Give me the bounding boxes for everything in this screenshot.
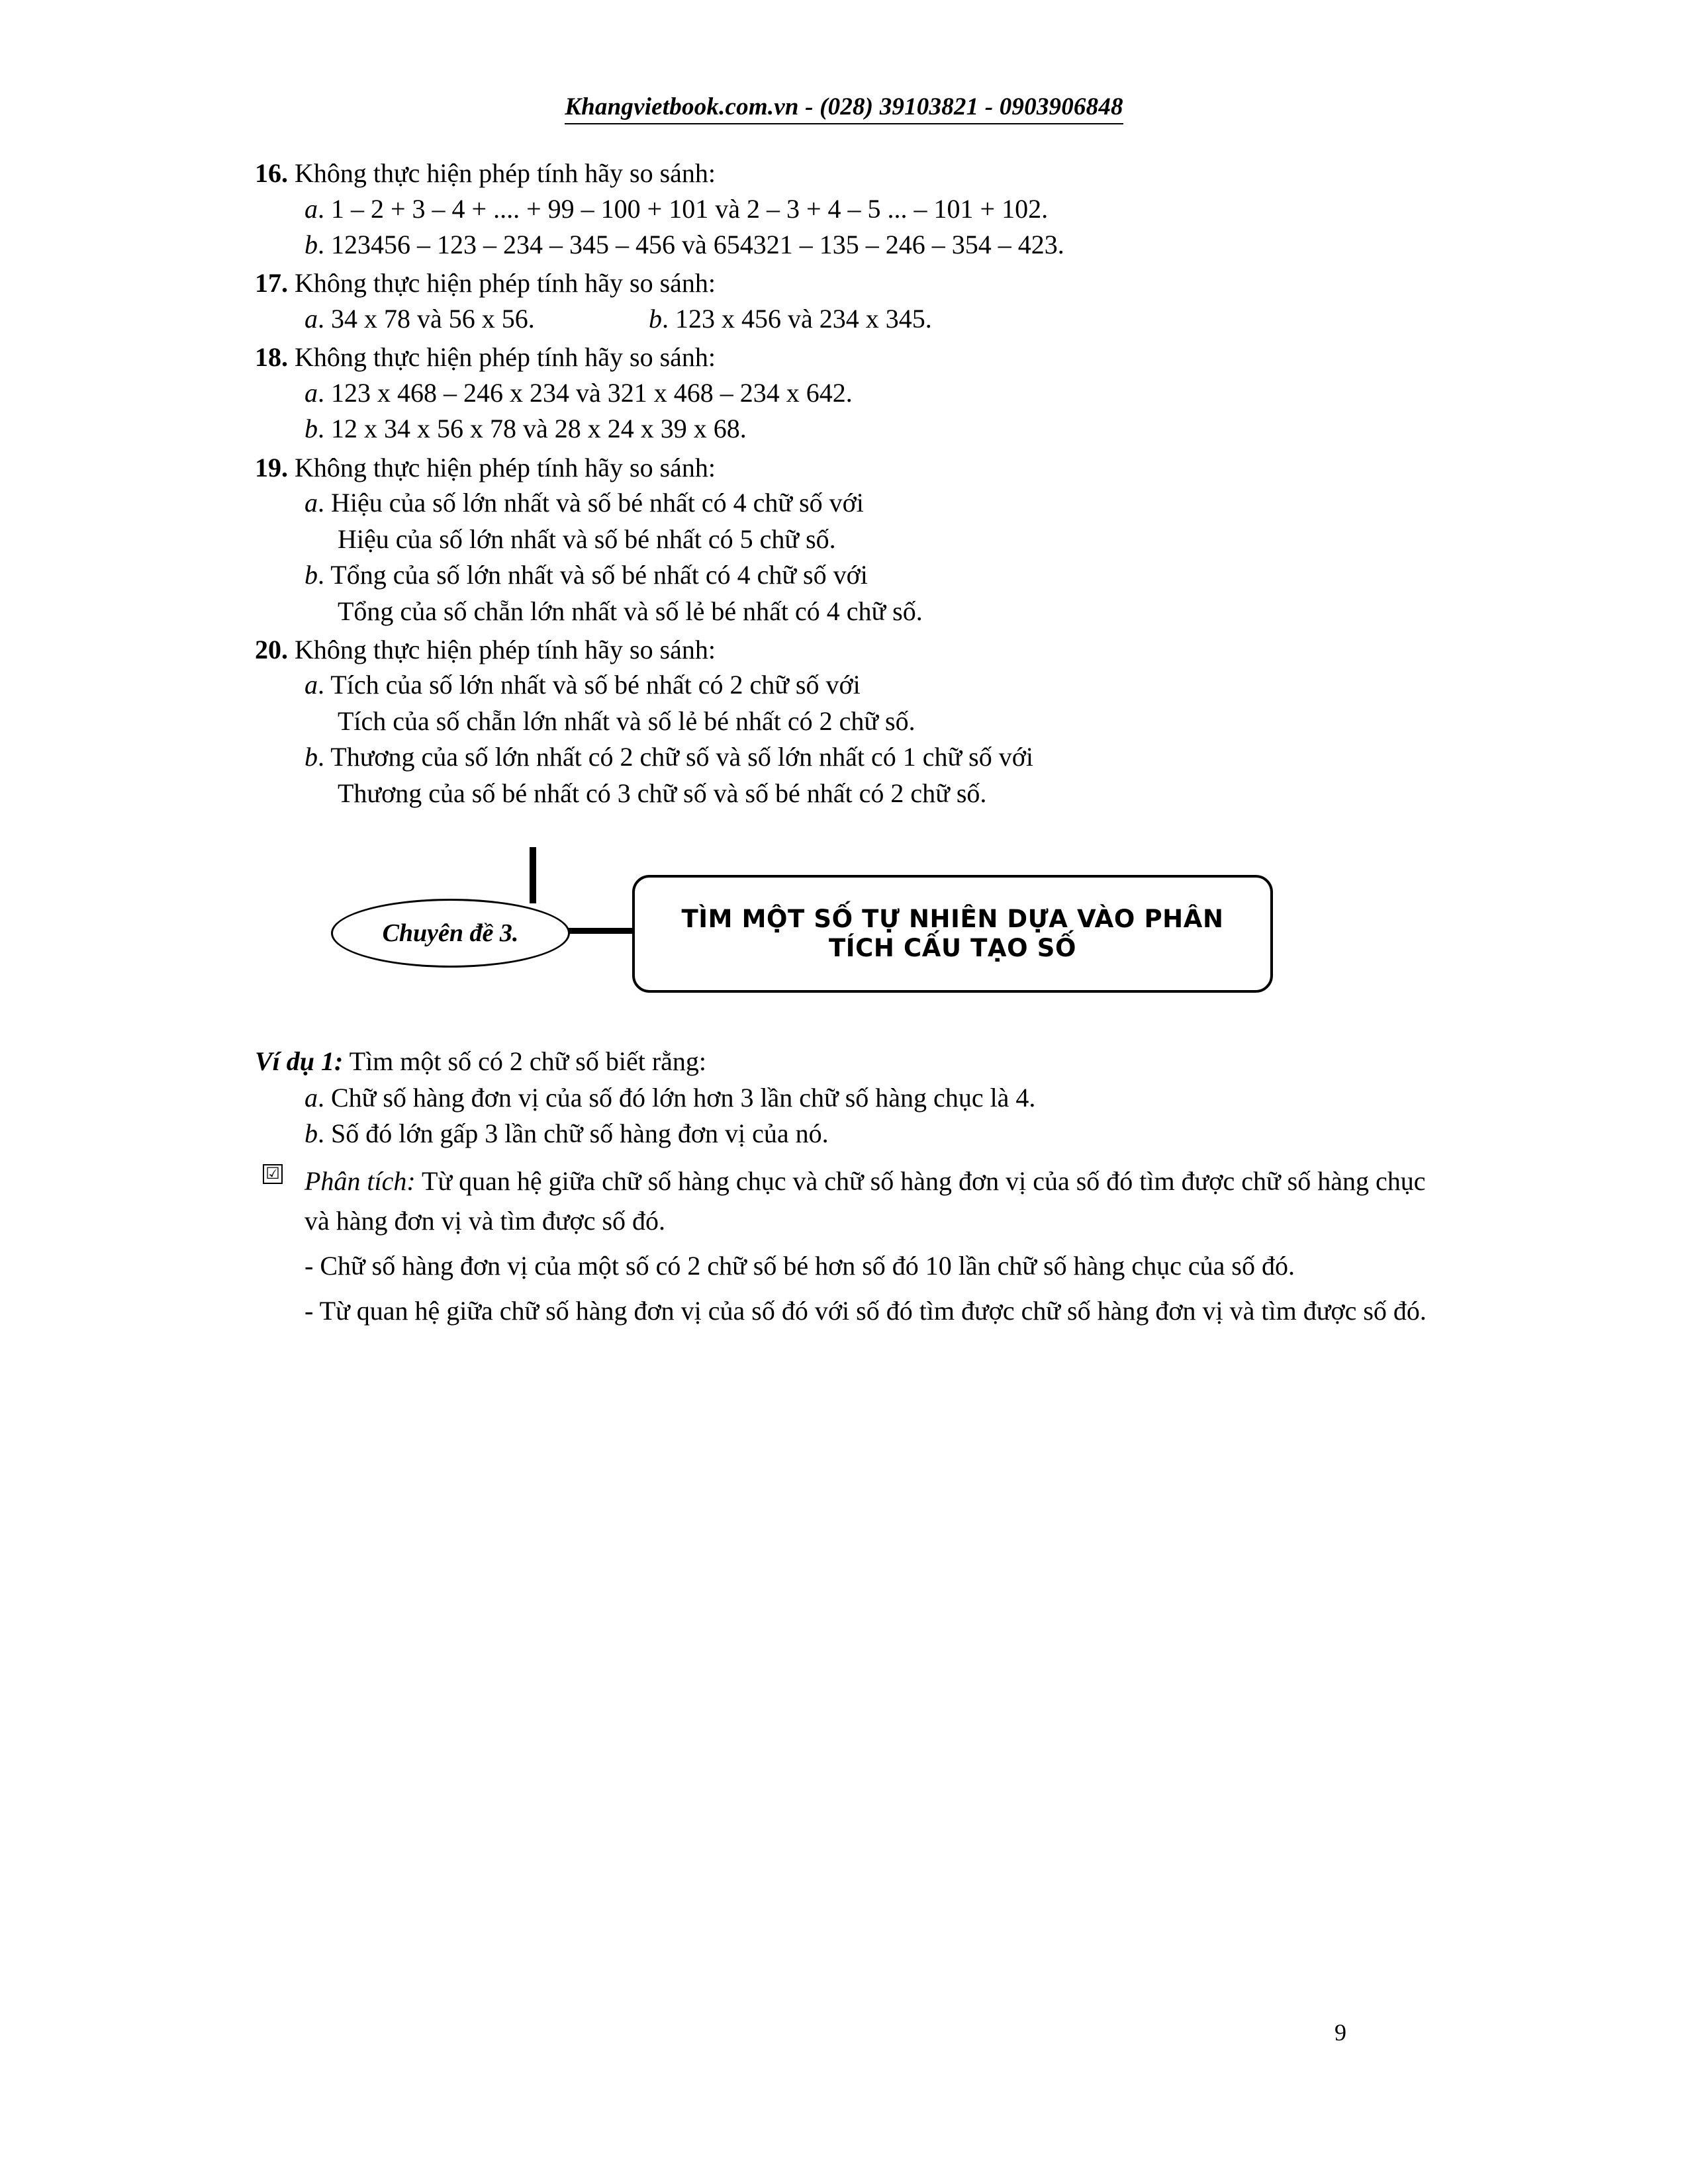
exercise-17 — [255, 265, 1446, 337]
example-item-b — [255, 1116, 1446, 1152]
exercise-18-item-b — [255, 411, 1446, 447]
banner-title-line1: TÌM MỘT SỐ TỰ NHIÊN DỰA VÀO PHÂN — [681, 904, 1224, 933]
banner-title-box — [632, 875, 1273, 993]
item-text-b: . Tổng của số lớn nhất và số bé nhất có 4 chữ số với — [318, 560, 868, 590]
item-label-a: a — [305, 670, 318, 700]
chapter-banner — [255, 847, 1446, 1019]
example-heading — [255, 1043, 1446, 1080]
exercise-20-item-a — [255, 667, 1446, 703]
item-text-a: . 34 x 78 và 56 x 56. — [318, 303, 535, 334]
item-text-b: . 12 x 34 x 56 x 78 và 28 x 24 x 39 x 68. — [318, 414, 747, 444]
exercise-20-heading: Không thực hiện phép tính hãy so sánh: — [295, 634, 716, 664]
exercise-19-item-a — [255, 485, 1446, 521]
example-title: Tìm một số có 2 chữ số biết rằng: — [343, 1046, 707, 1077]
exercise-17-item-b — [649, 301, 1446, 337]
exercise-16-heading: Không thực hiện phép tính hãy so sánh: — [295, 158, 716, 188]
item-label-a: a — [305, 303, 318, 334]
header-text: Khangvietbook.com.vn - (028) 39103821 - 0903906848 — [565, 93, 1123, 124]
exercise-16-item-b — [255, 227, 1446, 263]
page-content — [255, 156, 1446, 1331]
exercise-19-item-b — [255, 557, 1446, 593]
exercise-19-item-a-cont: Hiệu của số lớn nhất và số bé nhất có 5 chữ số. — [338, 523, 836, 554]
exercise-18-number: 18. — [255, 342, 288, 373]
exercise-18-title — [255, 340, 1446, 375]
item-text-b: . 123456 – 123 – 234 – 345 – 456 và 654321 – 135 – 246 – 354 – 423. — [318, 229, 1064, 259]
exercise-17-heading: Không thực hiện phép tính hãy so sánh: — [295, 268, 716, 298]
item-text-a: . 123 x 468 – 246 x 234 và 321 x 468 – 234 x 642. — [318, 377, 853, 408]
item-label-b: b — [305, 229, 318, 259]
exercise-18 — [255, 340, 1446, 447]
analysis-bullet-2: - Từ quan hệ giữa chữ số hàng đơn vị của số đó với số đó tìm được chữ số hàng đơn vị và tìm được số đó. — [305, 1295, 1427, 1326]
analysis-text: Từ quan hệ giữa chữ số hàng chục và chữ số hàng đơn vị của số đó tìm được chữ số hàng chục và hàng đơn vị và tìm được số đó. — [305, 1165, 1426, 1236]
exercise-17-item-a — [305, 301, 649, 337]
item-label-b: b — [305, 742, 318, 772]
exercise-19 — [255, 450, 1446, 629]
page-header — [0, 93, 1688, 121]
exercise-16-item-a — [255, 191, 1446, 227]
example-label: Ví dụ 1: — [255, 1046, 344, 1077]
exercise-20-item-b — [255, 739, 1446, 775]
item-text-b: . 123 x 456 và 234 x 345. — [662, 303, 932, 334]
item-text-a: . Chữ số hàng đơn vị của số đó lớn hơn 3 lần chữ số hàng chục là 4. — [318, 1083, 1036, 1113]
exercise-17-items — [255, 301, 1446, 337]
item-text-b: . Thương của số lớn nhất có 2 chữ số và số lớn nhất có 1 chữ số với — [318, 742, 1033, 772]
item-text-b: . Số đó lớn gấp 3 lần chữ số hàng đơn vị của nó. — [318, 1118, 829, 1149]
banner-connector-vertical — [530, 847, 536, 903]
item-label-b: b — [305, 560, 318, 590]
item-text-a: . Hiệu của số lớn nhất và số bé nhất có 4 chữ số với — [318, 488, 864, 518]
exercise-17-number: 17. — [255, 268, 288, 298]
exercise-16-title — [255, 156, 1446, 191]
exercise-19-item-b-cont: Tổng của số chẵn lớn nhất và số lẻ bé nhất có 4 chữ số. — [338, 596, 923, 626]
exercise-16 — [255, 156, 1446, 263]
example-item-a — [255, 1080, 1446, 1116]
exercise-20-item-a-cont: Tích của số chẵn lớn nhất và số lẻ bé nhất có 2 chữ số. — [338, 705, 915, 736]
item-label-a: a — [305, 1083, 318, 1113]
item-text-a: . Tích của số lớn nhất và số bé nhất có 2 chữ số với — [318, 670, 861, 700]
exercise-16-number: 16. — [255, 158, 288, 188]
exercise-20 — [255, 632, 1446, 811]
exercise-19-heading: Không thực hiện phép tính hãy so sánh: — [295, 452, 716, 482]
item-label-b: b — [649, 303, 662, 334]
exercise-19-title — [255, 450, 1446, 486]
checkbox-icon: ☑ — [263, 1164, 283, 1184]
banner-oval-label: Chuyên đề 3. — [331, 899, 570, 968]
item-label-b: b — [305, 414, 318, 444]
exercise-18-item-a — [255, 375, 1446, 411]
analysis-bullet-1: - Chữ số hàng đơn vị của một số có 2 chữ số bé hơn số đó 10 lần chữ số hàng chục của số đó. — [305, 1250, 1295, 1281]
item-label-a: a — [305, 377, 318, 408]
page-number: 9 — [1335, 2019, 1346, 2046]
item-label-a: a — [305, 193, 318, 224]
item-label-a: a — [305, 488, 318, 518]
analysis-label: Phân tích: — [305, 1165, 416, 1196]
exercise-18-heading: Không thực hiện phép tính hãy so sánh: — [295, 342, 716, 373]
analysis-block — [255, 1161, 1446, 1241]
exercise-20-item-b-cont: Thương của số bé nhất có 3 chữ số và số bé nhất có 2 chữ số. — [338, 778, 987, 808]
item-label-b: b — [305, 1118, 318, 1149]
item-text-a: . 1 – 2 + 3 – 4 + .... + 99 – 100 + 101 và 2 – 3 + 4 – 5 ... – 101 + 102. — [318, 193, 1049, 224]
banner-title-line2: TÍCH CẤU TẠO SỐ — [828, 934, 1077, 963]
exercise-19-number: 19. — [255, 452, 288, 482]
exercise-20-number: 20. — [255, 634, 288, 664]
exercise-20-title — [255, 632, 1446, 668]
exercise-17-title — [255, 265, 1446, 301]
